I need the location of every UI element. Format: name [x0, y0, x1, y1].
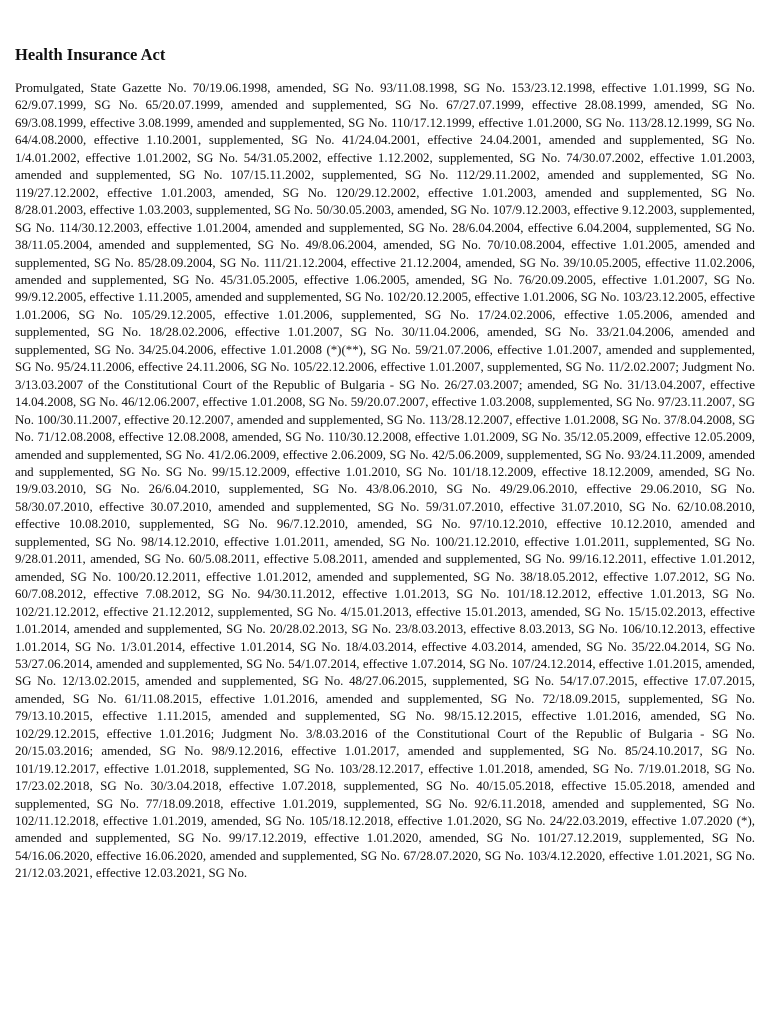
document-page	[15, 44, 755, 883]
document-title: Health Insurance Act	[15, 45, 166, 64]
promulgation-history-paragraph: Promulgated, State Gazette No. 70/19.06.1998, amended, SG No. 93/11.08.1998, SG No. 153/23.12.1998, effective 1.01.1999, SG No. 62/9.07.1999, SG No. 65/20.07.1999, amended and supplemented, SG No. 67/27.07.1999, effective 28.08.1999, amended, SG No. 69/3.08.1999, effective 3.08.1999, amended and supplemented, SG No. 110/17.12.1999, effective 1.01.2000, SG No. 113/28.12.1999, SG No. 64/4.08.2000, effective 1.10.2001, supplemented, SG No. 41/24.04.2001, effective 24.04.2001, amended and supplemented, SG No. 1/4.01.2002, effective 1.01.2002, SG No. 54/31.05.2002, effective 1.12.2002, supplemented, SG No. 74/30.07.2002, effective 1.01.2003, amended and supplemented, SG No. 107/15.11.2002, supplemented, SG No. 112/29.11.2002, amended and supplemented, SG No. 119/27.12.2002, effective 1.01.2003, amended, SG No. 120/29.12.2002, effective 1.01.2003, amended and supplemented, SG No. 8/28.01.2003, effective 1.03.2003, supplemented, SG No. 50/30.05.2003, amended, SG No. 107/9.12.2003, effective 9.12.2003, supplemented, SG No. 114/30.12.2003, effective 1.01.2004, amended and supplemented, SG No. 28/6.04.2004, effective 6.04.2004, supplemented, SG No. 38/11.05.2004, amended and supplemented, SG No. 49/8.06.2004, amended, SG No. 70/10.08.2004, effective 1.01.2005, amended and supplemented, SG No. 85/28.09.2004, SG No. 111/21.12.2004, effective 21.12.2004, amended, SG No. 39/10.05.2005, effective 11.02.2006, amended and supplemented, SG No. 45/31.05.2005, effective 1.06.2005, amended, SG No. 76/20.09.2005, effective 1.01.2007, SG No. 99/9.12.2005, effective 1.11.2005, amended and supplemented, SG No. 102/20.12.2005, effective 1.01.2006, SG No. 103/23.12.2005, effective 1.01.2006, SG No. 105/29.12.2005, effective 1.01.2006, supplemented, SG No. 17/24.02.2006, effective 1.05.2006, amended and supplemented, SG No. 18/28.02.2006, effective 1.01.2007, SG No. 30/11.04.2006, amended, SG No. 33/21.04.2006, amended and supplemented, SG No. 34/25.04.2006, effective 1.01.2008 (*)(**), SG No. 59/21.07.2006, effective 1.01.2007, amended and supplemented, SG No. 95/24.11.2006, effective 24.11.2006, SG No. 105/22.12.2006, effective 1.01.2007, supplemented, SG No. 11/2.02.2007; Judgment No. 3/13.03.2007 of the Constitutional Court of the Republic of Bulgaria - SG No. 26/27.03.2007; amended, SG No. 31/13.04.2007, effective 14.04.2008, SG No. 46/12.06.2007, effective 1.01.2008, SG No. 59/20.07.2007, effective 1.03.2008, supplemented, SG No. 97/23.11.2007, SG No. 100/30.11.2007, effective 20.12.2007, amended and supplemented, SG No. 113/28.12.2007, effective 1.01.2008, SG No. 37/8.04.2008, SG No. 71/12.08.2008, effective 12.08.2008, amended, SG No. 110/30.12.2008, effective 1.01.2009, SG No. 35/12.05.2009, effective 12.05.2009, amended and supplemented, SG No. 41/2.06.2009, effective 2.06.2009, SG No. 42/5.06.2009, supplemented, SG No. 93/24.11.2009, amended and supplemented, SG No. SG No. 99/15.12.2009, effective 1.01.2010, SG No. 101/18.12.2009, effective 18.12.2009, amended, SG No. 19/9.03.2010, SG No. 26/6.04.2010, supplemented, SG No. 43/8.06.2010, SG No. 49/29.06.2010, effective 29.06.2010, SG No. 58/30.07.2010, effective 30.07.2010, amended and supplemented, SG No. 59/31.07.2010, effective 31.07.2010, SG No. 62/10.08.2010, effective 10.08.2010, supplemented, SG No. 96/7.12.2010, amended, SG No. 97/10.12.2010, effective 10.12.2010, amended and supplemented, SG No. 98/14.12.2010, effective 1.01.2011, amended, SG No. 100/21.12.2010, effective 1.01.2011, supplemented, SG No. 9/28.01.2011, amended, SG No. 60/5.08.2011, effective 5.08.2011, amended and supplemented, SG No. 99/16.12.2011, effective 1.01.2012, amended, SG No. 100/20.12.2011, effective 1.01.2012, amended and supplemented, SG No. 38/18.05.2012, effective 1.07.2012, SG No. 60/7.08.2012, effective 7.08.2012, SG No. 94/30.11.2012, effective 1.01.2013, SG No. 101/18.12.2012, effective 1.01.2013, SG No. 102/21.12.2012, effective 21.12.2012, supplemented, SG No. 4/15.01.2013, effective 15.01.2013, amended, SG No. 15/15.02.2013, effective 1.01.2014, amended and supplemented, SG No. 20/28.02.2013, SG No. 23/8.03.2013, effective 8.03.2013, SG No. 106/10.12.2013, effective 1.01.2014, SG No. 1/3.01.2014, effective 1.01.2014, SG No. 18/4.03.2014, effective 4.03.2014, amended, SG No. 35/22.04.2014, SG No. 53/27.06.2014, amended and supplemented, SG No. 54/1.07.2014, effective 1.07.2014, SG No. 107/24.12.2014, effective 1.01.2015, amended, SG No. 12/13.02.2015, amended and supplemented, SG No. 48/27.06.2015, supplemented, SG No. 54/17.07.2015, effective 17.07.2015, amended, SG No. 61/11.08.2015, effective 1.01.2016, amended and supplemented, SG No. 72/18.09.2015, supplemented, SG No. 79/13.10.2015, effective 1.11.2015, amended and supplemented, SG No. 98/15.12.2015, effective 1.01.2016, amended, SG No. 102/29.12.2015, effective 1.01.2016; Judgment No. 3/8.03.2016 of the Constitutional Court of the Republic of Bulgaria - SG No. 20/15.03.2016; amended, SG No. 98/9.12.2016, effective 1.01.2017, amended and supplemented, SG No. 85/24.10.2017, SG No. 101/19.12.2017, effective 1.01.2018, supplemented, SG No. 103/28.12.2017, effective 1.01.2018, amended, SG No. 7/19.01.2018, SG No. 17/23.02.2018, SG No. 30/3.04.2018, effective 1.07.2018, supplemented, SG No. 40/15.05.2018, effective 15.05.2018, amended and supplemented, SG No. 77/18.09.2018, effective 1.01.2019, supplemented, SG No. 92/6.11.2018, amended and supplemented, SG No. 102/11.12.2018, effective 1.01.2019, amended, SG No. 105/18.12.2018, effective 1.01.2020, SG No. 24/22.03.2019, effective 1.07.2020 (*), amended and supplemented, SG No. 99/17.12.2019, effective 1.01.2020, amended, SG No. 101/27.12.2019, supplemented, SG No. 54/16.06.2020, effective 16.06.2020, amended and supplemented, SG No. 67/28.07.2020, SG No. 103/4.12.2020, effective 1.01.2021, SG No. 21/12.03.2021, effective 12.03.2021, SG No.	[15, 81, 755, 881]
